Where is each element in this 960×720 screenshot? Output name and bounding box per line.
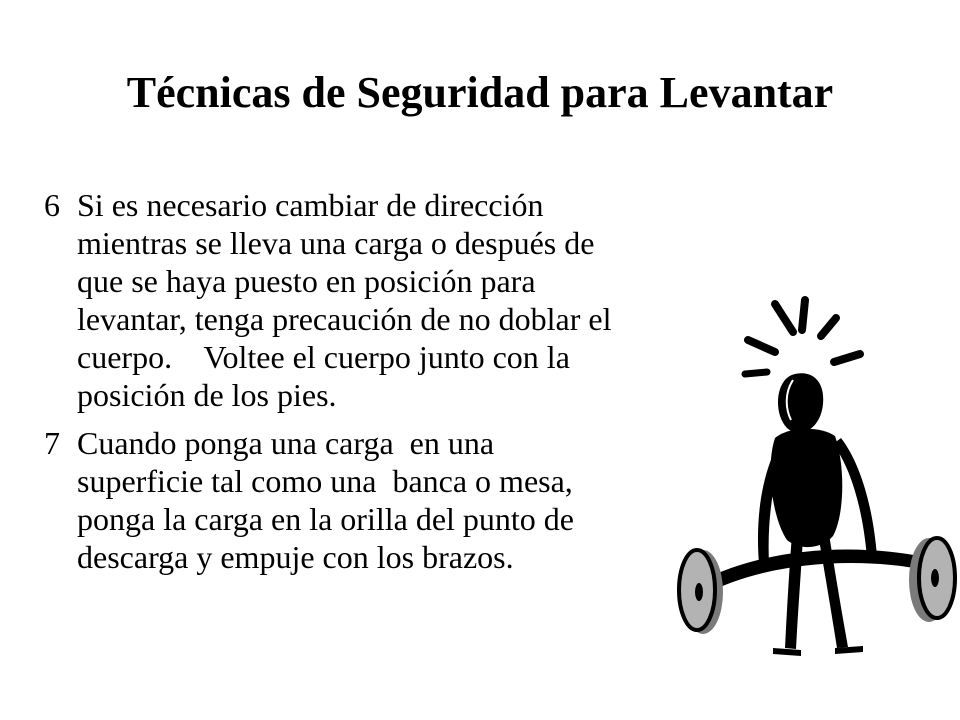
bullet-text (77, 186, 724, 414)
bullet-line: superficie tal como una banca o mesa, (77, 463, 573, 499)
torso (771, 429, 843, 547)
barbell-bar (703, 549, 937, 594)
bullet-item-6 (44, 186, 724, 414)
right-weight-plate (909, 538, 955, 622)
head (778, 373, 823, 432)
bullet-text (77, 424, 724, 576)
bullet-line: cuerpo. Voltee el cuerpo junto con la (77, 339, 570, 375)
emphasis-lines (745, 300, 860, 374)
bullet-line: levantar, tenga precaución de no doblar el (77, 301, 612, 337)
bullet-line: posición de los pies. (77, 377, 337, 413)
left-weight-plate (679, 550, 723, 634)
bullet-line: Cuando ponga una carga en una (77, 425, 495, 461)
bullet-number: 7 (44, 425, 60, 461)
bullet-item-7 (44, 424, 724, 576)
bullet-line: descarga y empuje con los brazos. (77, 539, 514, 575)
bullet-line: Si es necesario cambiar de dirección (77, 187, 544, 223)
bullet-line: mientras se lleva una carga o después de (77, 225, 595, 261)
slide-title: Técnicas de Seguridad para Levantar (126, 68, 834, 117)
weightlifter-clipart-icon (675, 288, 960, 668)
bullet-list (44, 186, 724, 586)
bullet-number: 6 (44, 187, 60, 223)
bullet-line: que se haya puesto en posición para (77, 263, 536, 299)
bullet-line: ponga la carga en la orilla del punto de (77, 501, 574, 537)
